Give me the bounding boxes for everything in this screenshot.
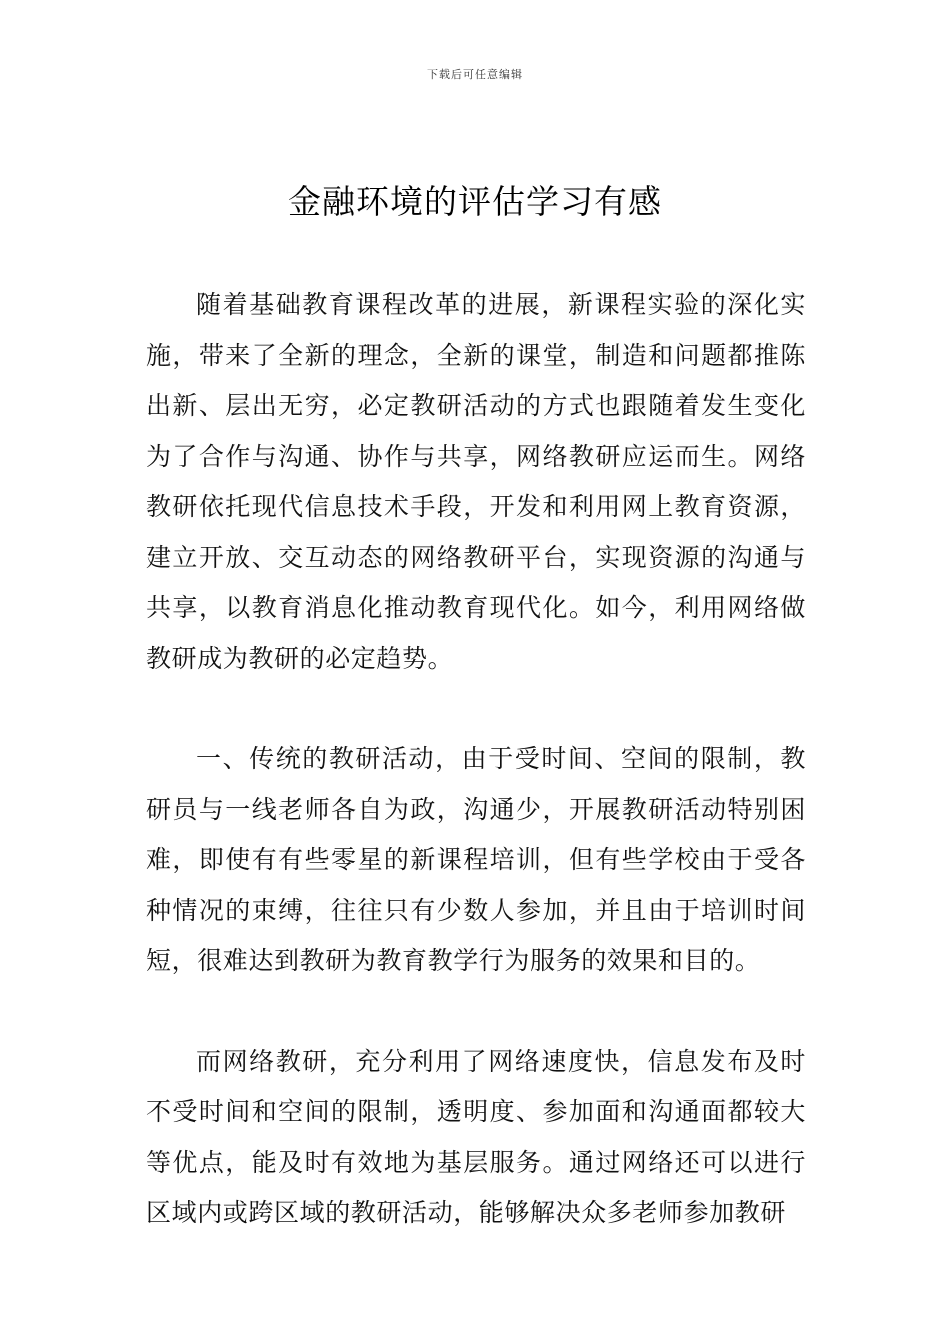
document-body (146, 280, 806, 1239)
document-title: 金融环境的评估学习有感 (288, 182, 662, 221)
paragraph-1: 随着基础教育课程改革的进展，新课程实验的深化实施，带来了全新的理念，全新的课堂，制造和问题都推陈出新、层出无穷，必定教研活动的方式也跟随着发生变化为了合作与沟通、协作与共享，网络教研应运而生。网络教研依托现代信息技术手段，开发和利用网上教育资源，建立开放、交互动态的网络教研平台，实现资源的沟通与共享，以教育消息化推动教育现代化。如今，利用网络做教研成为教研的必定趋势。 (146, 290, 806, 673)
header-note: 下载后可任意编辑 (427, 68, 523, 81)
paragraph-3: 而网络教研，充分利用了网络速度快，信息发布及时不受时间和空间的限制，透明度、参加面和沟通面都较大等优点，能及时有效地为基层服务。通过网络还可以进行区域内或跨区域的教研活动，能够解决众多老师参加教研 (146, 1046, 806, 1227)
paragraph-2: 一、传统的教研活动，由于受时间、空间的限制，教研员与一线老师各自为政，沟通少，开展教研活动特别困难，即使有有些零星的新课程培训，但有些学校由于受各种情况的束缚，往往只有少数人参加，并且由于培训时间短，很难达到教研为教育教学行为服务的效果和目的。 (146, 744, 806, 975)
